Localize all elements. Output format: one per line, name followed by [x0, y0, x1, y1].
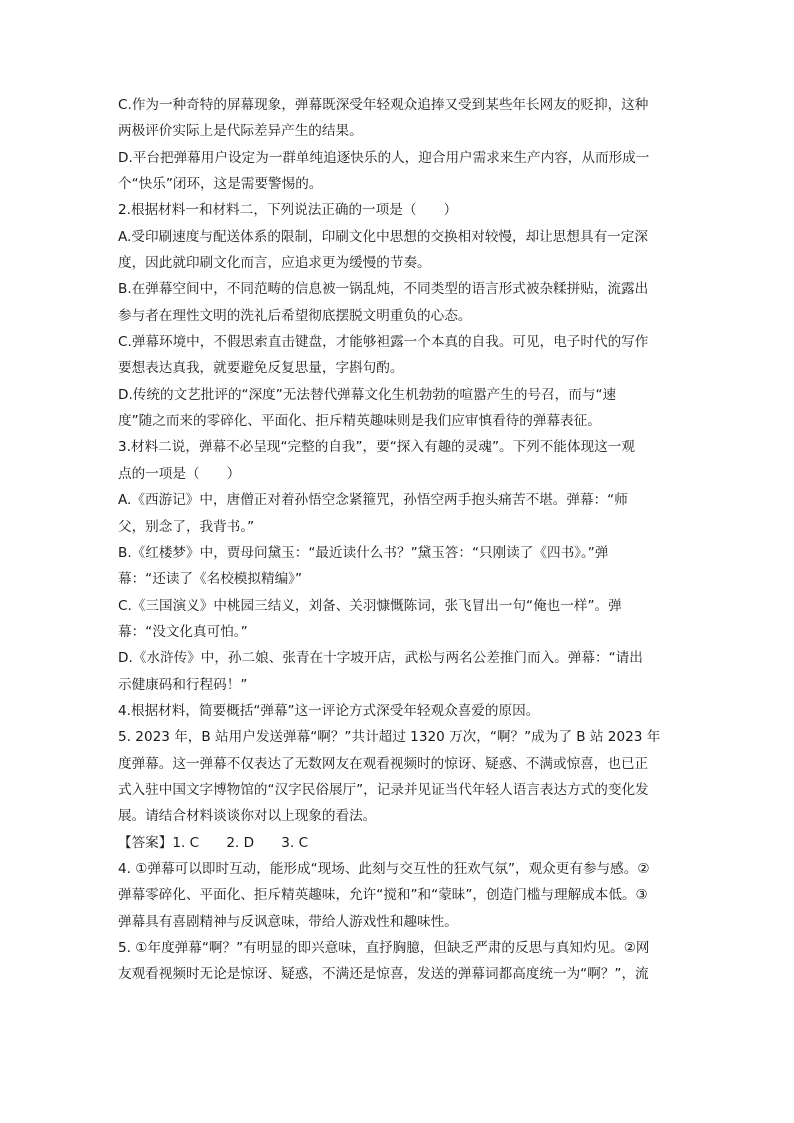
text-line: A.《西游记》中，唐僧正对着孙悟空念紧箍咒，孙悟空两手抱头痛苦不堪。弹幕：“师 [118, 492, 628, 509]
text-line: B.《红楼梦》中，贾母问黛玉：“最近读什么书？”黛玉答：“只刚读了《四书》。”弹 [118, 544, 609, 561]
text-line: 【答案】1. C 2. D 3. C [118, 834, 309, 851]
text-line: B.在弹幕空间中，不同范畴的信息被一锅乱炖，不同类型的语言形式被杂糅拼贴，流露出 [118, 281, 649, 298]
text-line: 两极评价实际上是代际差异产生的结果。 [118, 123, 363, 140]
text-line: 度，因此就印刷文化而言，应追求更为缓慢的节奏。 [118, 255, 431, 272]
text-line: 示健康码和行程码！” [118, 676, 248, 693]
text-line: 要想表达真我，就要避免反复思量，字斟句酌。 [118, 360, 404, 377]
text-line: 4.根据材料，简要概括“弹幕”这一评论方式深受年轻观众喜爱的原因。 [118, 702, 540, 719]
text-line: C.弹幕环境中，不假思索直击键盘，才能够袒露一个本真的自我。可见，电子时代的写作 [118, 334, 649, 351]
text-line: 友观看视频时无论是惊讶、疑惑，不满还是惊喜，发送的弹幕词都高度统一为“啊？”，流 [118, 966, 649, 983]
text-line: 幕：“没文化真可怕。” [118, 623, 248, 640]
text-line: 5. 2023 年，B 站用户发送弹幕“啊？”共计超过 1320 万次，“啊？”成为了 B 站 2023 年 [118, 729, 661, 746]
text-line: 参与者在理性文明的洗礼后希望彻底摆脱文明重负的心态。 [118, 307, 472, 324]
text-line: 度弹幕。这一弹幕不仅表达了无数网友在观看视频时的惊讶、疑惑、不满或惊喜，也已正 [118, 755, 649, 772]
text-line: 3.材料二说，弹幕不必呈现“完整的自我”，要“探入有趣的灵魂”。下列不能体现这一观 [118, 439, 635, 456]
text-line: 个“快乐”闭环，这是需要警惕的。 [118, 176, 323, 193]
text-line: D.平台把弹幕用户设定为一群单纯追逐快乐的人，迎合用户需求来生产内容，从而形成一 [118, 149, 650, 166]
text-line: 2.根据材料一和材料二，下列说法正确的一项是（ ） [118, 202, 458, 219]
text-line: A.受印刷速度与配送体系的限制，印刷文化中思想的交换相对较慢，却让思想具有一定深 [118, 228, 648, 245]
text-line: D.传统的文艺批评的“深度”无法替代弹幕文化生机勃勃的喧嚣产生的号召，而与“速 [118, 386, 617, 403]
text-line: 4. ①弹幕可以即时互动，能形成“现场、此刻与交互性的狂欢气氛”，观众更有参与感。② [118, 860, 650, 877]
text-line: 父，别念了，我背书。” [118, 518, 255, 535]
text-line: 弹幕零碎化、平面化、拒斥精英趣味，允许“搅和”和“蒙昧”，创造门槛与理解成本低。③ [118, 887, 648, 904]
text-line: D.《水浒传》中，孙二娘、张青在十字坡开店，武松与两名公差推门而入。弹幕：“请出 [118, 650, 643, 667]
text-line: 点的一项是（ ） [118, 465, 241, 482]
text-line: 5. ①年度弹幕“啊？”有明显的即兴意味，直抒胸臆，但缺乏严肃的反思与真知灼见。②网 [118, 940, 650, 956]
text-line: C.《三国演义》中桃园三结义，刘备、关羽慷慨陈词，张飞冒出一句“俺也一样”。弹 [118, 597, 622, 614]
text-line: 度”随之而来的零碎化、平面化、拒斥精英趣味则是我们应审慎看待的弹幕表征。 [118, 413, 601, 430]
document-page [118, 92, 681, 988]
text-line: 式入驻中国文字博物馆的“汉字民俗展厅”，记录并见证当代年轻人语言表达方式的变化发 [118, 781, 649, 798]
text-line: 幕：“还读了《名校模拟精编》” [118, 571, 303, 588]
text-line: C.作为一种奇特的屏幕现象，弹幕既深受年轻观众追捧又受到某些年长网友的贬抑，这种 [118, 97, 649, 113]
text-line: 展。请结合材料谈谈你对以上现象的看法。 [118, 808, 377, 825]
text-line: 弹幕具有喜剧精神与反讽意味，带给人游戏性和趣味性。 [118, 913, 458, 930]
